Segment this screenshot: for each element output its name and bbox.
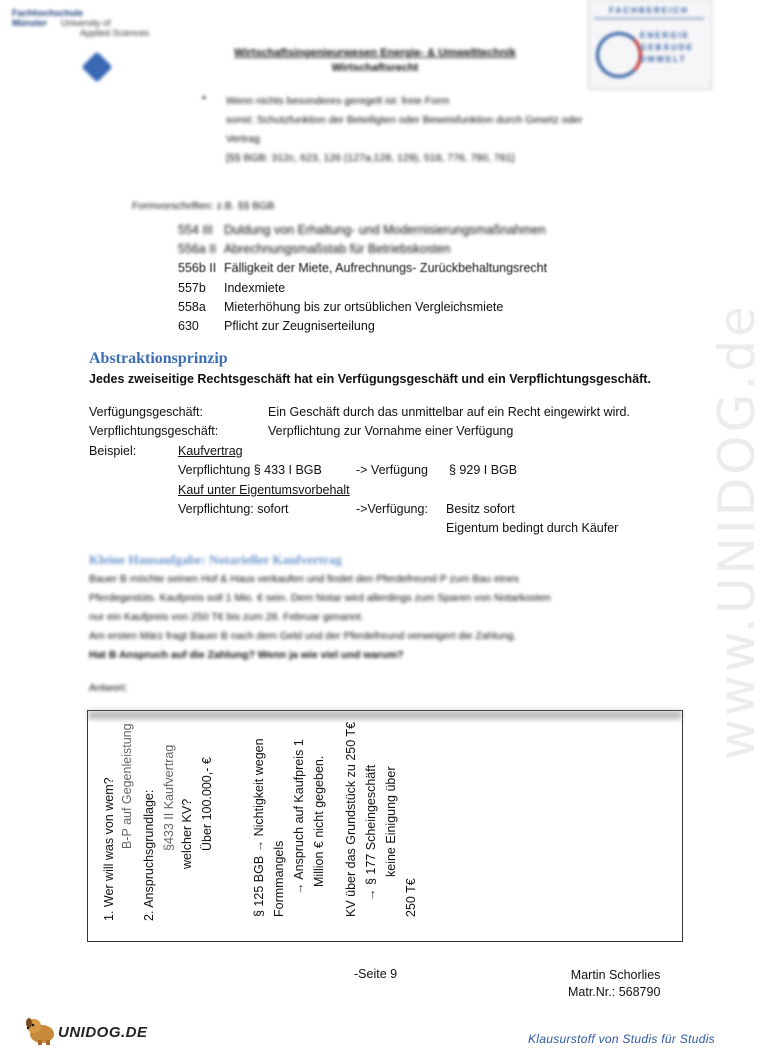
school-line: Applied Sciences <box>80 28 150 38</box>
intro-line: Vertrag <box>226 133 260 145</box>
answer-label: Antwort: <box>89 682 128 694</box>
task-line: Am ersten März fragt Bauer B nach dem Geld und der Pferdefreund verweigert die Zahlung. <box>89 630 517 642</box>
rule-code: 557b <box>178 281 206 295</box>
matriculation-number: Matr.Nr.: 568790 <box>568 985 661 999</box>
divider <box>594 18 704 19</box>
form-rule <box>178 222 546 238</box>
definition-label: Verfügungsgeschäft: <box>89 405 203 419</box>
answer-note: 250 T€ <box>404 878 418 917</box>
example-left: Verpflichtung § 433 I BGB <box>178 463 322 477</box>
answer-box <box>87 710 683 942</box>
intro-text <box>226 92 666 168</box>
example-right: Eigentum bedingt durch Käufer <box>446 521 619 535</box>
answer-note: Über 100.000,- € <box>200 757 214 851</box>
brand-claim: Klausurstoff von Studis für Studis <box>528 1032 715 1046</box>
answer-note: Formmangels <box>272 840 286 917</box>
form-rule <box>178 241 451 257</box>
rule-code: 630 <box>178 319 199 333</box>
answer-note: B-P auf Gegenleistung <box>120 723 134 849</box>
form-rules-heading: Formvorschriften: z.B. §§ BGB <box>132 200 275 212</box>
intro-line: sonst: Schutzfunktion der Beteiligten oder Beweisfunktion durch Gesetz oder <box>226 114 583 126</box>
school-line: University of <box>61 18 111 28</box>
author-name: Martin Schorlies <box>570 968 661 982</box>
form-rule <box>178 280 285 296</box>
course-subtitle: Wirtschaftsrecht <box>331 62 419 74</box>
school-line: Münster <box>12 18 48 28</box>
box-shadow <box>88 711 682 719</box>
definition-label: Verpflichtungsgeschäft: <box>89 424 219 438</box>
rule-code: 554 III <box>178 223 213 237</box>
task-line: nur ein Kaufpreis von 250 T€ bis zum 28. Februar genannt. <box>89 611 364 623</box>
fachbereich-line: ENERGIE <box>640 31 691 40</box>
task-line: Bauer B möchte seinen Hof & Haus verkaufen und findet den Pferdefreund P zum Bau eines <box>89 573 519 585</box>
rule-text: Pflicht zur Zeugniserteilung <box>224 319 375 333</box>
answer-note: Million € nicht gegeben. <box>312 755 326 887</box>
page-number: -Seite 9 <box>354 967 398 981</box>
answer-note: → § 177 Scheingeschäft <box>364 764 378 901</box>
example-arrow: -> Verfügung <box>356 463 428 477</box>
form-rule <box>178 318 375 334</box>
intro-line: [§§ BGB: 312c, 623, 126 (127a,128, 129), 518, 776, 780, 781] <box>226 152 515 164</box>
task-question: Hat B Anspruch auf die Zahlung? Wenn ja wie viel und warum? <box>89 649 404 661</box>
answer-note: welcher KV? <box>180 798 194 869</box>
form-rule <box>178 299 503 315</box>
rule-code: 558a <box>178 300 206 314</box>
course-title: Wirtschaftsingenieurwesen Energie- & Umwelttechnik <box>234 47 516 59</box>
school-name <box>12 8 149 38</box>
section-heading: Abstraktionsprinzip <box>89 350 228 367</box>
author-block <box>568 967 660 1001</box>
rule-text: Indexmiete <box>224 281 286 295</box>
intro-line: Wenn nichts besonderes geregelt ist: freie Form <box>226 95 450 107</box>
example-left: Verpflichtung: sofort <box>178 502 289 516</box>
task-heading: Kleine Hausaufgabe: Notarieller Kaufvertrag <box>89 552 342 567</box>
task-text <box>89 570 629 665</box>
answer-note: § 125 BGB → Nichtigkeit wegen <box>252 738 266 917</box>
example-right: § 929 I BGB <box>449 463 518 477</box>
form-rule <box>178 260 547 276</box>
answer-note: → Anspruch auf Kaufpreis 1 <box>292 739 306 895</box>
example-right-clip <box>446 520 619 535</box>
example-right: Besitz sofort <box>446 502 515 516</box>
example-label: Beispiel: <box>89 444 137 458</box>
fachbereich-title: FACHBEREICH <box>609 6 689 15</box>
fachbereich-line: GEBÄUDE <box>640 43 695 52</box>
rule-code: 556b II <box>178 261 217 275</box>
bullet-marker: • <box>202 92 206 104</box>
rule-text: Abrechnungsmaßstab für Betriebskosten <box>224 242 451 256</box>
definition-text: Ein Geschäft durch das unmittelbar auf ein Recht eingewirkt wird. <box>268 405 630 419</box>
task-line: Pferdegestüts. Kaufpreis soll 1 Mio. € sein. Dem Notar wird allerdings zum Sparen von Notarkosten <box>89 592 551 604</box>
answer-note: KV über das Grundstück zu 250 T€ <box>344 721 358 917</box>
definition-text: Verpflichtung zur Vornahme einer Verfügung <box>268 424 514 438</box>
answer-note: keine Einigung über <box>384 766 398 877</box>
rule-code: 556a II <box>178 242 217 256</box>
school-line: Fachhochschule <box>12 8 84 18</box>
principle-statement: Jedes zweiseitige Rechtsgeschäft hat ein Verfügungsgeschäft und ein Verpflichtungsgeschäft. <box>89 372 651 386</box>
dog-logo-icon <box>24 1015 58 1045</box>
fachbereich-line: UMWELT <box>640 55 687 64</box>
brand-name: UNIDOG.DE <box>58 1024 148 1041</box>
rule-text: Duldung von Erhaltung- und Modernisierungsmaßnahmen <box>224 223 546 237</box>
document-title <box>0 46 750 76</box>
rule-text: Mieterhöhung bis zur ortsüblichen Vergleichsmiete <box>224 300 504 314</box>
watermark-text: www.UNIDOG.de <box>708 303 766 760</box>
example-title: Kauf unter Eigentumsvorbehalt <box>178 483 350 497</box>
answer-note: §433 II Kaufvertrag <box>162 744 176 851</box>
example-title: Kaufvertrag <box>178 444 243 458</box>
example-arrow: ->Verfügung: <box>356 502 428 516</box>
rule-text: Fälligkeit der Miete, Aufrechnungs- Zurückbehaltungsrecht <box>224 261 548 275</box>
answer-note: 2. Anspruchsgrundlage: <box>142 789 156 921</box>
answer-note: 1. Wer will was von wem? <box>102 777 116 921</box>
